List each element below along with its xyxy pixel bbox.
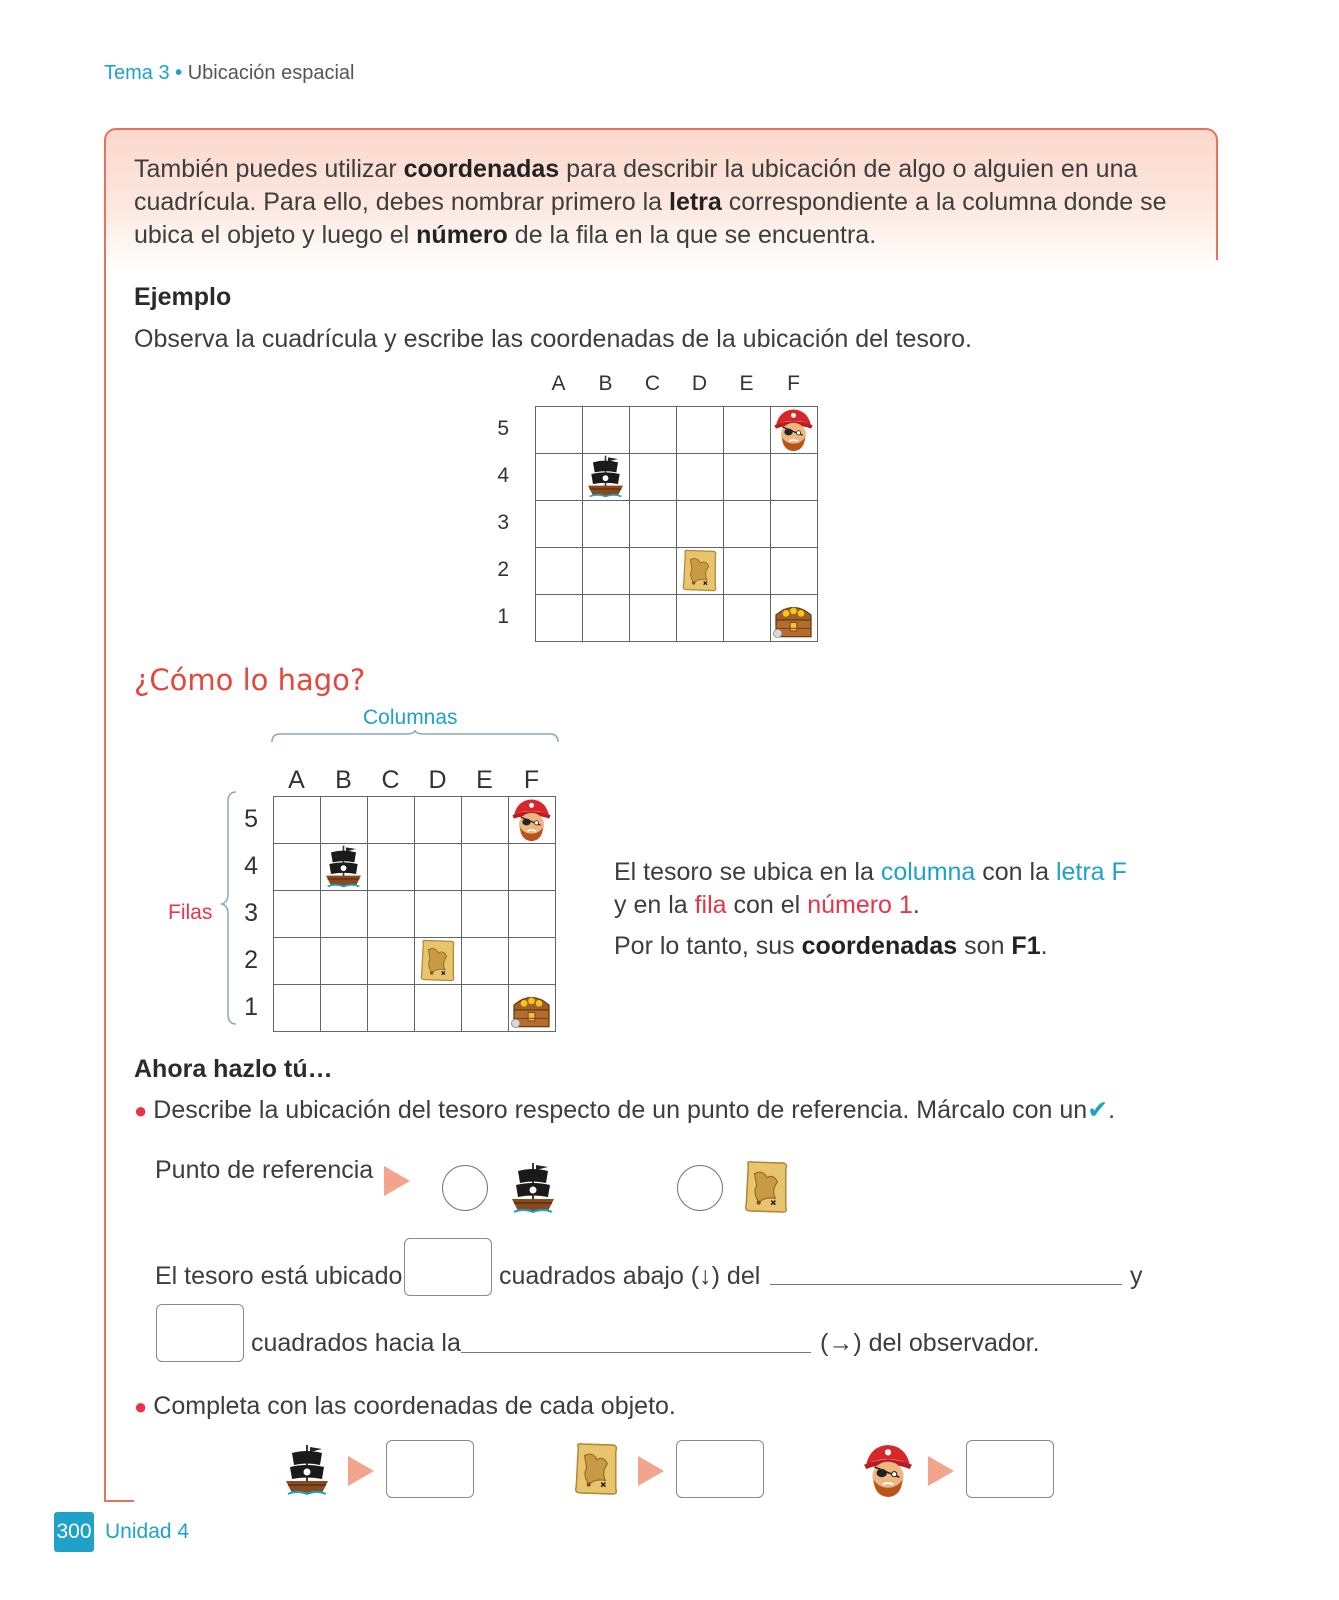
column-label: E bbox=[739, 372, 754, 395]
explain-text: El tesoro se ubica en la bbox=[614, 858, 881, 886]
intro-paragraph bbox=[134, 153, 1184, 252]
grid-cell bbox=[583, 501, 630, 548]
row-label: 4 bbox=[244, 851, 258, 880]
row-label: 3 bbox=[497, 510, 509, 534]
grid-cell bbox=[724, 407, 771, 454]
bullet-completa bbox=[134, 1392, 676, 1421]
grid-cell bbox=[630, 548, 677, 595]
grid-cell bbox=[630, 595, 677, 642]
grid-cell bbox=[462, 797, 509, 844]
intro-text: de la fila en la que se encuentra. bbox=[507, 221, 877, 249]
grid-cell bbox=[771, 501, 818, 548]
treasure-map-icon bbox=[740, 1156, 792, 1218]
grid-cell bbox=[536, 407, 583, 454]
pirate-icon bbox=[862, 1440, 914, 1500]
answer-box-right-count[interactable] bbox=[156, 1304, 244, 1362]
explanation-line-2 bbox=[614, 889, 1127, 922]
row-label: 2 bbox=[497, 557, 509, 581]
sentence-text: ) del observador. bbox=[853, 1329, 1040, 1357]
ejemplo-instruction: Observa la cuadrícula y escribe las coordenadas de la ubicación del tesoro. bbox=[134, 325, 972, 353]
row-label: 1 bbox=[244, 992, 258, 1021]
grid-cell bbox=[583, 407, 630, 454]
grid-cell bbox=[583, 595, 630, 642]
grid-cell bbox=[415, 891, 462, 938]
row-label: 3 bbox=[244, 898, 258, 927]
column-label: F bbox=[523, 766, 540, 794]
sentence-text: ) del bbox=[711, 1262, 761, 1290]
bullet-text: Describe la ubicación del tesoro respecto de un punto de referencia. Márcalo con un bbox=[153, 1096, 1088, 1124]
page-header bbox=[104, 62, 355, 85]
pirate-ship-icon bbox=[583, 454, 628, 499]
explain-text: . bbox=[912, 891, 920, 919]
column-label: E bbox=[476, 766, 493, 794]
arrow-icon bbox=[384, 1166, 410, 1196]
filas-label: Filas bbox=[168, 901, 213, 924]
treasure-chest-icon bbox=[509, 985, 554, 1030]
explain-text: con el bbox=[726, 891, 808, 919]
grid-cell bbox=[321, 938, 368, 985]
sentence-part-1: El tesoro está ubicado bbox=[155, 1262, 403, 1290]
checkmark-icon: ✔ bbox=[1087, 1096, 1109, 1124]
intro-text: correspondiente a la columna donde se ubica el objeto y luego el bbox=[134, 188, 1167, 249]
header-subtitle: Ubicación espacial bbox=[187, 62, 355, 84]
explain-highlight: fila bbox=[694, 891, 727, 919]
column-label: F bbox=[787, 372, 800, 395]
intro-bold: letra bbox=[669, 188, 722, 216]
unit-label: Unidad 4 bbox=[105, 1520, 190, 1543]
sentence-part-2 bbox=[499, 1262, 760, 1291]
grid-cell bbox=[462, 844, 509, 891]
answer-box-map[interactable] bbox=[676, 1440, 764, 1498]
explain-text: Por lo tanto, sus bbox=[614, 932, 802, 960]
intro-bold: número bbox=[416, 221, 508, 249]
grid-cell bbox=[509, 891, 556, 938]
grid-cell bbox=[677, 595, 724, 642]
arrow-down-icon: ↓ bbox=[699, 1262, 712, 1290]
grid-cell bbox=[536, 548, 583, 595]
answer-box-pirate[interactable] bbox=[966, 1440, 1054, 1498]
como-lo-hago-heading: ¿Cómo lo hago? bbox=[134, 663, 366, 697]
bullet-dot-icon: ● bbox=[134, 1394, 148, 1419]
answer-line-reference[interactable] bbox=[770, 1284, 1122, 1285]
grid-cell bbox=[630, 501, 677, 548]
sentence-part-end bbox=[820, 1329, 1040, 1358]
grid-cell bbox=[321, 985, 368, 1032]
grid-cell bbox=[462, 985, 509, 1032]
row-label: 4 bbox=[497, 463, 509, 487]
pirate-ship-icon bbox=[508, 1158, 558, 1218]
arrow-right-icon: → bbox=[828, 1329, 854, 1357]
explain-highlight: número 1 bbox=[807, 891, 913, 919]
grid-cell bbox=[724, 548, 771, 595]
columnas-label: Columnas bbox=[363, 706, 458, 729]
row-label: 2 bbox=[244, 945, 258, 974]
column-label: C bbox=[644, 372, 661, 395]
column-label: A bbox=[288, 766, 305, 794]
grid-cell bbox=[321, 891, 368, 938]
grid-cell bbox=[771, 548, 818, 595]
grid-cell bbox=[274, 844, 321, 891]
grid-cell bbox=[415, 797, 462, 844]
bullet-dot-icon: ● bbox=[134, 1098, 148, 1123]
answer-box-ship[interactable] bbox=[386, 1440, 474, 1498]
grid-cell bbox=[630, 407, 677, 454]
ejemplo-heading: Ejemplo bbox=[134, 283, 232, 311]
bullet-text: . bbox=[1108, 1096, 1116, 1124]
pirate-ship-icon bbox=[282, 1440, 332, 1500]
explain-bold: coordenadas bbox=[801, 932, 958, 960]
grid-cell bbox=[274, 797, 321, 844]
grid-cell bbox=[368, 797, 415, 844]
pirate-icon bbox=[509, 797, 554, 842]
arrow-icon bbox=[348, 1456, 374, 1486]
column-label: D bbox=[428, 766, 447, 794]
explanation-text bbox=[614, 856, 1127, 963]
grid-cell bbox=[771, 454, 818, 501]
option-circle-ship[interactable] bbox=[442, 1165, 488, 1211]
treasure-map-icon bbox=[570, 1438, 622, 1500]
grid-cell bbox=[724, 454, 771, 501]
grid-cell bbox=[415, 844, 462, 891]
grid-cell bbox=[536, 595, 583, 642]
explain-highlight: columna bbox=[880, 858, 976, 886]
explain-text: . bbox=[1040, 932, 1048, 960]
intro-text: para describir la ubicación de algo o alguien en una cuadrícula. Para ello, debes nombrar primero la bbox=[134, 155, 1138, 216]
card-bottom-corner bbox=[104, 1500, 134, 1502]
row-label: 5 bbox=[497, 416, 509, 440]
grid-cell bbox=[509, 938, 556, 985]
card-right-mask bbox=[1216, 260, 1220, 1510]
explain-bold: F1 bbox=[1011, 932, 1041, 960]
treasure-map-icon bbox=[677, 548, 722, 593]
grid-cell bbox=[583, 548, 630, 595]
grid-cell bbox=[509, 844, 556, 891]
explanation-line-3 bbox=[614, 930, 1127, 963]
column-label: B bbox=[598, 372, 613, 395]
column-label: D bbox=[691, 372, 708, 395]
grid-cell bbox=[274, 891, 321, 938]
header-separator: • bbox=[175, 62, 183, 84]
treasure-map-icon bbox=[415, 938, 460, 983]
grid-cell bbox=[462, 938, 509, 985]
intro-bold: coordenadas bbox=[403, 155, 560, 183]
pirate-ship-icon bbox=[321, 844, 366, 889]
grid-cell bbox=[724, 501, 771, 548]
grid-cell bbox=[368, 938, 415, 985]
grid-cell bbox=[677, 407, 724, 454]
grid-cell bbox=[368, 985, 415, 1032]
row-label: 5 bbox=[244, 804, 258, 833]
bullet-describe bbox=[134, 1095, 1115, 1125]
treasure-chest-icon bbox=[771, 595, 816, 640]
sentence-part-y: y bbox=[1130, 1262, 1143, 1290]
grid-cell bbox=[536, 454, 583, 501]
answer-box-down-count[interactable] bbox=[404, 1238, 492, 1296]
intro-text: También puedes utilizar bbox=[134, 155, 404, 183]
grid-cell bbox=[630, 454, 677, 501]
grid-cell bbox=[274, 938, 321, 985]
row-label: 1 bbox=[497, 604, 509, 628]
grid-cell bbox=[274, 985, 321, 1032]
column-label: C bbox=[381, 766, 400, 794]
pirate-icon bbox=[771, 407, 816, 452]
bullet-text: Completa con las coordenadas de cada objeto. bbox=[153, 1392, 676, 1420]
grid-cell bbox=[536, 501, 583, 548]
tema-label: Tema 3 bbox=[104, 62, 170, 84]
grid-cell bbox=[321, 797, 368, 844]
grid-cell bbox=[415, 985, 462, 1032]
sentence-text: cuadrados abajo ( bbox=[499, 1262, 700, 1290]
explain-text: son bbox=[957, 932, 1012, 960]
arrow-icon bbox=[928, 1456, 954, 1486]
punto-referencia-label: Punto de referencia bbox=[155, 1156, 374, 1184]
explain-text: y en la bbox=[614, 891, 695, 919]
grid-cell bbox=[368, 844, 415, 891]
page-number: 300 bbox=[54, 1512, 94, 1552]
grid-cell bbox=[724, 595, 771, 642]
grid-cell bbox=[462, 891, 509, 938]
arrow-icon bbox=[638, 1456, 664, 1486]
sentence-part-5: cuadrados hacia la bbox=[251, 1329, 461, 1357]
ahora-heading: Ahora hazlo tú… bbox=[134, 1055, 333, 1083]
explanation-line-1 bbox=[614, 856, 1127, 889]
explain-highlight: letra F bbox=[1055, 858, 1127, 886]
explain-text: con la bbox=[975, 858, 1056, 886]
sentence-text: ( bbox=[820, 1329, 829, 1357]
grid-cell bbox=[677, 454, 724, 501]
grid-cell bbox=[677, 501, 724, 548]
grid-cell bbox=[368, 891, 415, 938]
answer-line-direction[interactable] bbox=[461, 1352, 811, 1353]
columnas-bracket bbox=[270, 730, 560, 744]
column-label: A bbox=[551, 372, 566, 395]
column-label: B bbox=[335, 766, 352, 794]
option-circle-map[interactable] bbox=[677, 1165, 723, 1211]
